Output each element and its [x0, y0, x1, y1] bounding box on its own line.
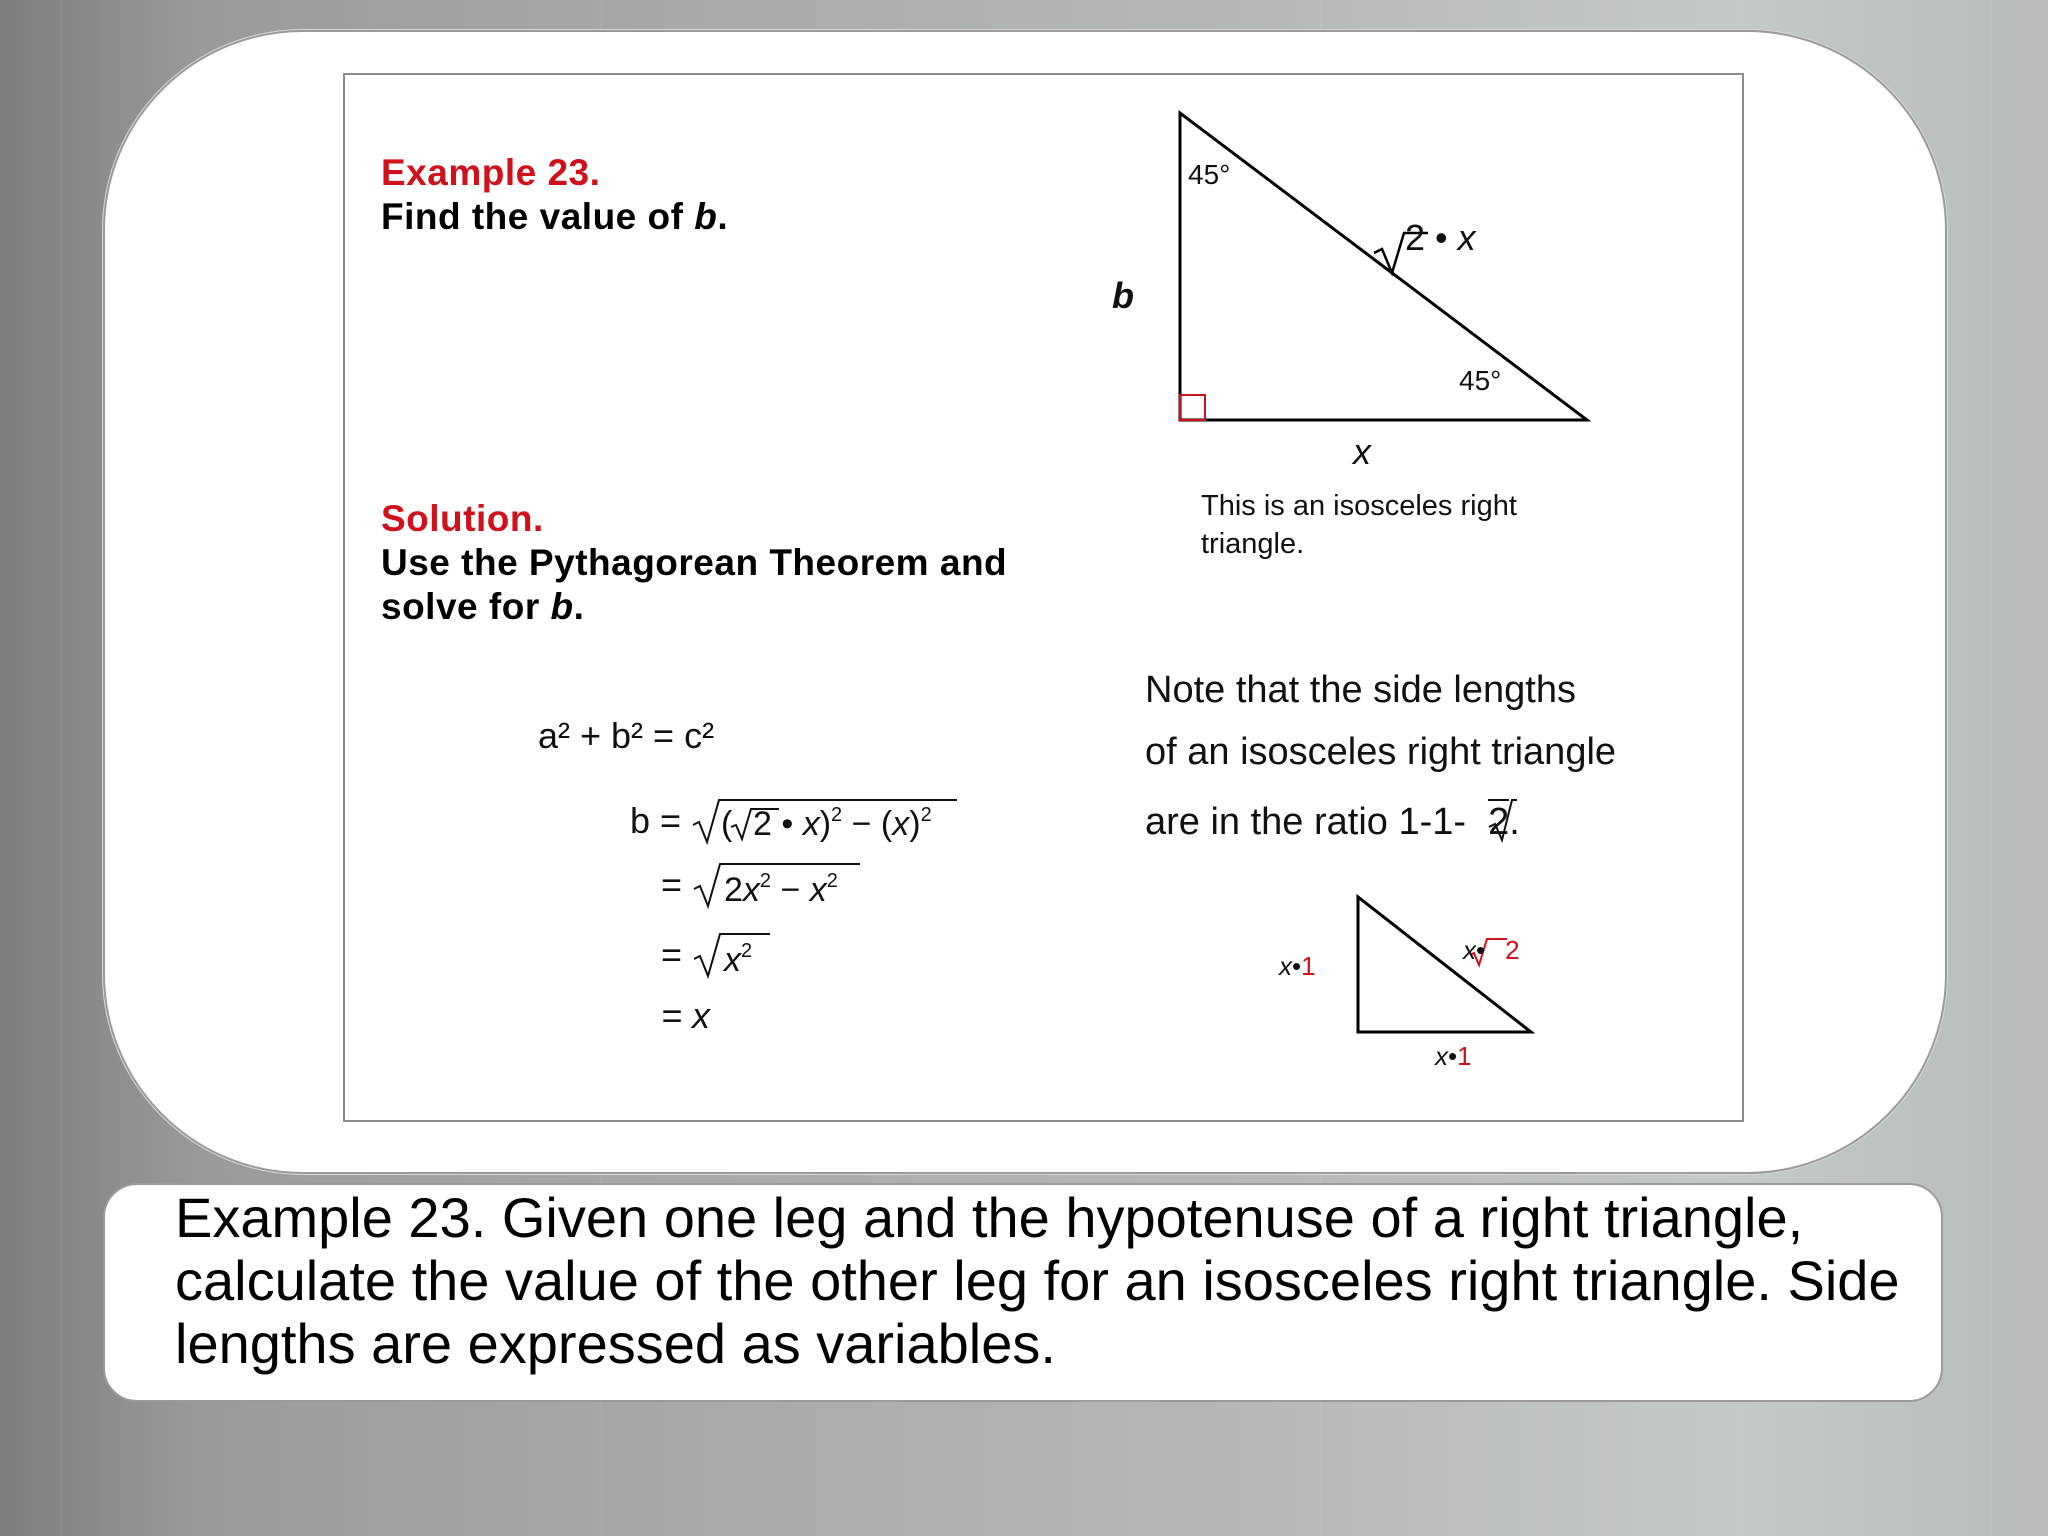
equation-result: = x [661, 995, 711, 1036]
ratio-hypotenuse: x• 2 [1463, 935, 1520, 965]
solution-text-line2: solve for b. [381, 586, 585, 627]
question: Find the value of b. [381, 196, 729, 237]
triangle-note: This is an isosceles right triangle. [1201, 490, 1517, 560]
equation-pythagorean: a² + b² = c² [538, 715, 715, 756]
equation-line4-radical [692, 931, 772, 981]
caption-text: Example 23. Given one leg and the hypotenuse of a right triangle, calculate the value of the other leg for an isosceles right triangle. Side lengths are expressed as variables. [175, 1186, 1900, 1375]
svg-text:2 • x)2 − (x)2: 2 • $x)^2 - (x)^2$ [753, 804, 932, 843]
ratio-note-line3: are in the ratio 1-1- 2. [1145, 801, 1520, 843]
svg-text:(: ( [721, 805, 733, 843]
svg-text:2x2 − x2: $2x^2 - x^2$ [724, 870, 838, 909]
bottom-angle-label: 45° [1459, 365, 1502, 396]
leg-b-label: b [1112, 275, 1134, 316]
equation-line4: = $x^2$ [661, 931, 772, 981]
equation-line2: b = ( 2 • $x)^2 - (x)^2$ [630, 797, 961, 847]
ratio-leg-horizontal: x•1 [1435, 1041, 1472, 1071]
caption-panel [103, 1183, 1943, 1402]
solution-text-line1: Use the Pythagorean Theorem and [381, 542, 1008, 583]
equation-line3-radical [692, 861, 862, 911]
top-angle-label: 45° [1188, 159, 1231, 190]
ratio-leg-vertical: x•1 [1279, 951, 1316, 981]
slide-content [343, 73, 1744, 1122]
hypotenuse-label: 2 • x [1405, 217, 1476, 258]
example-heading: Example 23. [381, 152, 601, 193]
ratio-triangle [345, 75, 1742, 1120]
leg-x-label: x [1353, 431, 1371, 472]
solution-heading: Solution. [381, 498, 544, 539]
svg-text:x2: $x^2$ [724, 940, 753, 979]
equation-line3: = $2x^2 - x^2$ [661, 861, 862, 911]
equation-line2-radical [691, 797, 961, 847]
ratio-note-line2: of an isosceles right triangle [1145, 731, 1617, 773]
ratio-note-line1: Note that the side lengths [1145, 669, 1576, 711]
